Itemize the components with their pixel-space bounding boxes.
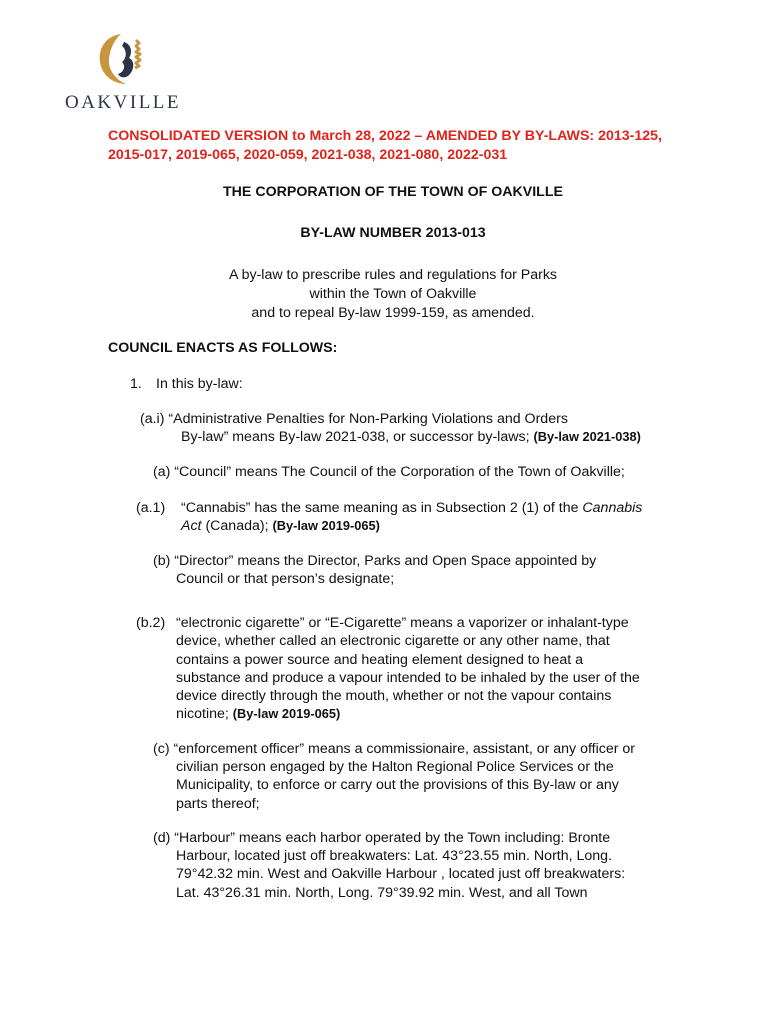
- purpose-line-3: and to repeal By-law 1999-159, as amended.: [251, 305, 535, 321]
- definition-a1-text: “Cannabis” has the same meaning as in Subsection 2 (1) of the: [181, 500, 583, 516]
- definition-a: (a) “Council” means The Council of the Corporation of the Town of Oakville;: [153, 464, 625, 480]
- definition-d-line4: Lat. 43°26.31 min. North, Long. 79°39.92 min. West, and all Town: [176, 885, 588, 901]
- definition-d-line3: 79°42.32 min. West and Oakville Harbour , located just off breakwaters:: [176, 866, 626, 882]
- section-text: In this by-law:: [156, 376, 243, 392]
- definition-ai-line1: (a.i) “Administrative Penalties for Non-Parking Violations and Orders: [140, 411, 568, 427]
- definition-b2-line6: [176, 705, 340, 724]
- definition-c-line4: parts thereof;: [176, 796, 260, 812]
- definition-b2-line3: contains a power source and heating element designed to heat a: [176, 652, 583, 668]
- purpose-line-1: A by-law to prescribe rules and regulations for Parks: [228, 267, 558, 283]
- definition-ai-line2: [181, 428, 641, 447]
- definition-a1-line1: [181, 499, 642, 518]
- definition-d-line1: (d) “Harbour” means each harbor operated by the Town including: Bronte: [153, 830, 611, 846]
- bylaw-reference: (By-law 2021-038): [533, 429, 641, 444]
- definition-ai-text: By-law” means By-law 2021-038, or successor by-laws;: [181, 429, 530, 445]
- act-title: Act: [181, 518, 202, 534]
- oakville-logo: [62, 30, 184, 114]
- purpose-line-2: within the Town of Oakville: [309, 286, 477, 302]
- definition-b2-label: (b.2): [136, 615, 166, 631]
- bylaw-reference: (By-law 2019-065): [232, 706, 341, 721]
- bylaw-reference: (By-law 2019-065): [272, 518, 380, 533]
- definition-b2-line1: “electronic cigarette” or “E-Cigarette” means a vaporizer or inhalant-type: [176, 615, 629, 631]
- corporation-title: THE CORPORATION OF THE TOWN OF OAKVILLE: [223, 184, 563, 200]
- bylaw-number: BY-LAW NUMBER 2013-013: [300, 225, 486, 241]
- definition-b-line1: (b) “Director” means the Director, Parks and Open Space appointed by: [153, 553, 597, 569]
- council-enacts-heading: COUNCIL ENACTS AS FOLLOWS:: [108, 340, 338, 356]
- definition-b2-text: nicotine;: [176, 706, 233, 722]
- definition-a1-text-2: (Canada);: [201, 518, 273, 534]
- consolidated-version-notice: CONSOLIDATED VERSION to March 28, 2022 – AMENDED BY BY-LAWS: 2013-125, 2015-017, 2019-065, 2020-059, 2021-038, 2021-080, 2022-031: [108, 128, 662, 163]
- definition-b-line2: Council or that person’s designate;: [176, 571, 395, 587]
- section-number: 1.: [130, 376, 142, 392]
- cannabis-act-title: Cannabis: [582, 500, 643, 516]
- definition-b2-line5: device directly through the mouth, whether or not the vapour contains: [176, 688, 612, 704]
- oak-leaf-icon: [88, 30, 158, 90]
- definition-b2-line2: device, whether called an electronic cigarette or any other name, that: [176, 633, 610, 649]
- definition-c-line1: (c) “enforcement officer” means a commissionaire, assistant, or any officer or: [153, 741, 636, 757]
- definition-c-line2: civilian person engaged by the Halton Regional Police Services or the: [176, 759, 614, 775]
- definition-d-line2: Harbour, located just off breakwaters: Lat. 43°23.55 min. North, Long.: [176, 848, 613, 864]
- definition-c-line3: Municipality, to enforce or carry out the provisions of this By-law or any: [176, 777, 619, 793]
- definition-a1-line2: [181, 517, 380, 536]
- definition-b2-line4: substance and produce a vapour intended to be inhaled by the user of the: [176, 670, 640, 686]
- logo-wordmark: OAKVILLE: [64, 92, 182, 113]
- definition-a1-label: (a.1): [136, 500, 166, 516]
